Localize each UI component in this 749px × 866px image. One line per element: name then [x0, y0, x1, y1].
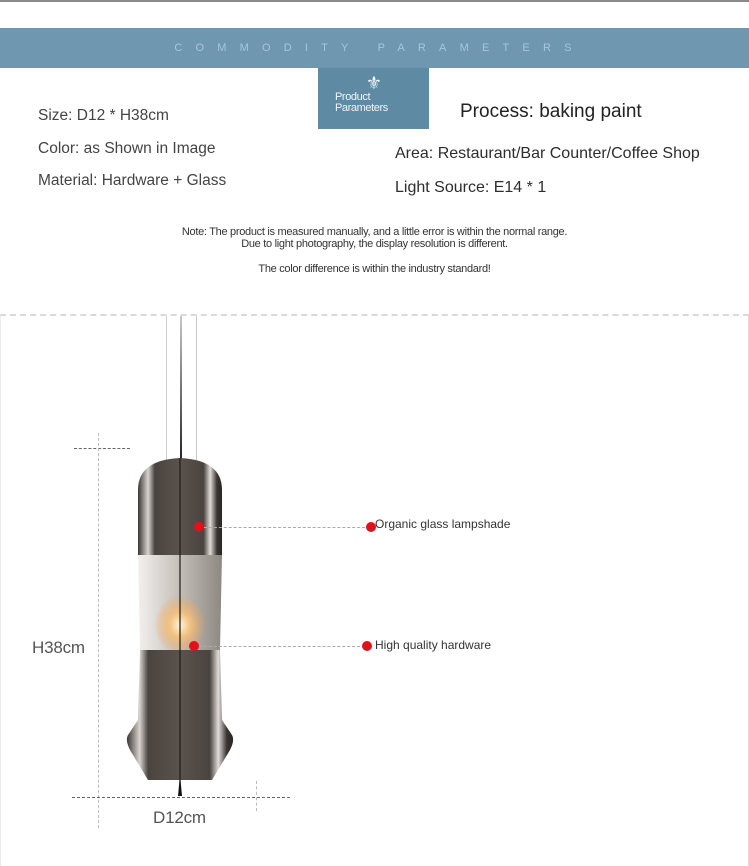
diameter-right-guide — [256, 781, 257, 811]
callout-label-lampshade: Organic glass lampshade — [375, 517, 511, 531]
height-top-guide — [74, 448, 130, 449]
callout-line-lampshade — [204, 527, 370, 528]
callout-label-hardware: High quality hardware — [375, 638, 492, 652]
param-color: Color: as Shown in Image — [38, 140, 216, 157]
badge-line-1: Product — [335, 91, 371, 103]
callout-end-dot-hardware — [362, 641, 372, 651]
badge-line-2: Parameters — [335, 102, 388, 114]
param-light-source: Light Source: E14 * 1 — [395, 179, 547, 196]
param-process: Process: baking paint — [460, 101, 642, 122]
product-diagram-frame — [0, 314, 749, 866]
param-area: Area: Restaurant/Bar Counter/Coffee Shop — [395, 145, 700, 162]
pendant-lamp-image — [120, 450, 250, 800]
diameter-dimension-line — [72, 797, 290, 798]
diameter-label: D12cm — [153, 808, 206, 827]
height-label: H38cm — [32, 638, 85, 657]
commodity-parameters-banner — [0, 28, 749, 68]
product-parameters-badge — [318, 68, 429, 129]
top-divider — [0, 0, 749, 2]
height-dimension-line — [98, 433, 99, 828]
callout-line-hardware — [199, 646, 365, 647]
suspension-cord-right — [196, 316, 197, 462]
param-size: Size: D12 * H38cm — [38, 107, 169, 124]
suspension-cord-left — [166, 316, 167, 462]
suspension-cord-center — [180, 316, 182, 462]
disclaimer-notes — [0, 226, 749, 275]
note-line-1: Note: The product is measured manually, and a little error is within the normal range. — [181, 226, 568, 238]
param-material: Material: Hardware + Glass — [38, 172, 227, 189]
note-line-2: Due to light photography, the display resolution is different. — [241, 238, 508, 250]
note-line-3: The color difference is within the industry standard! — [258, 263, 491, 275]
callout-dot-lampshade — [194, 522, 204, 532]
banner-title: COMMODITY PARAMETERS — [174, 42, 585, 54]
fleur-de-lis-icon: ⚜ — [365, 73, 383, 93]
callout-dot-hardware — [189, 641, 199, 651]
